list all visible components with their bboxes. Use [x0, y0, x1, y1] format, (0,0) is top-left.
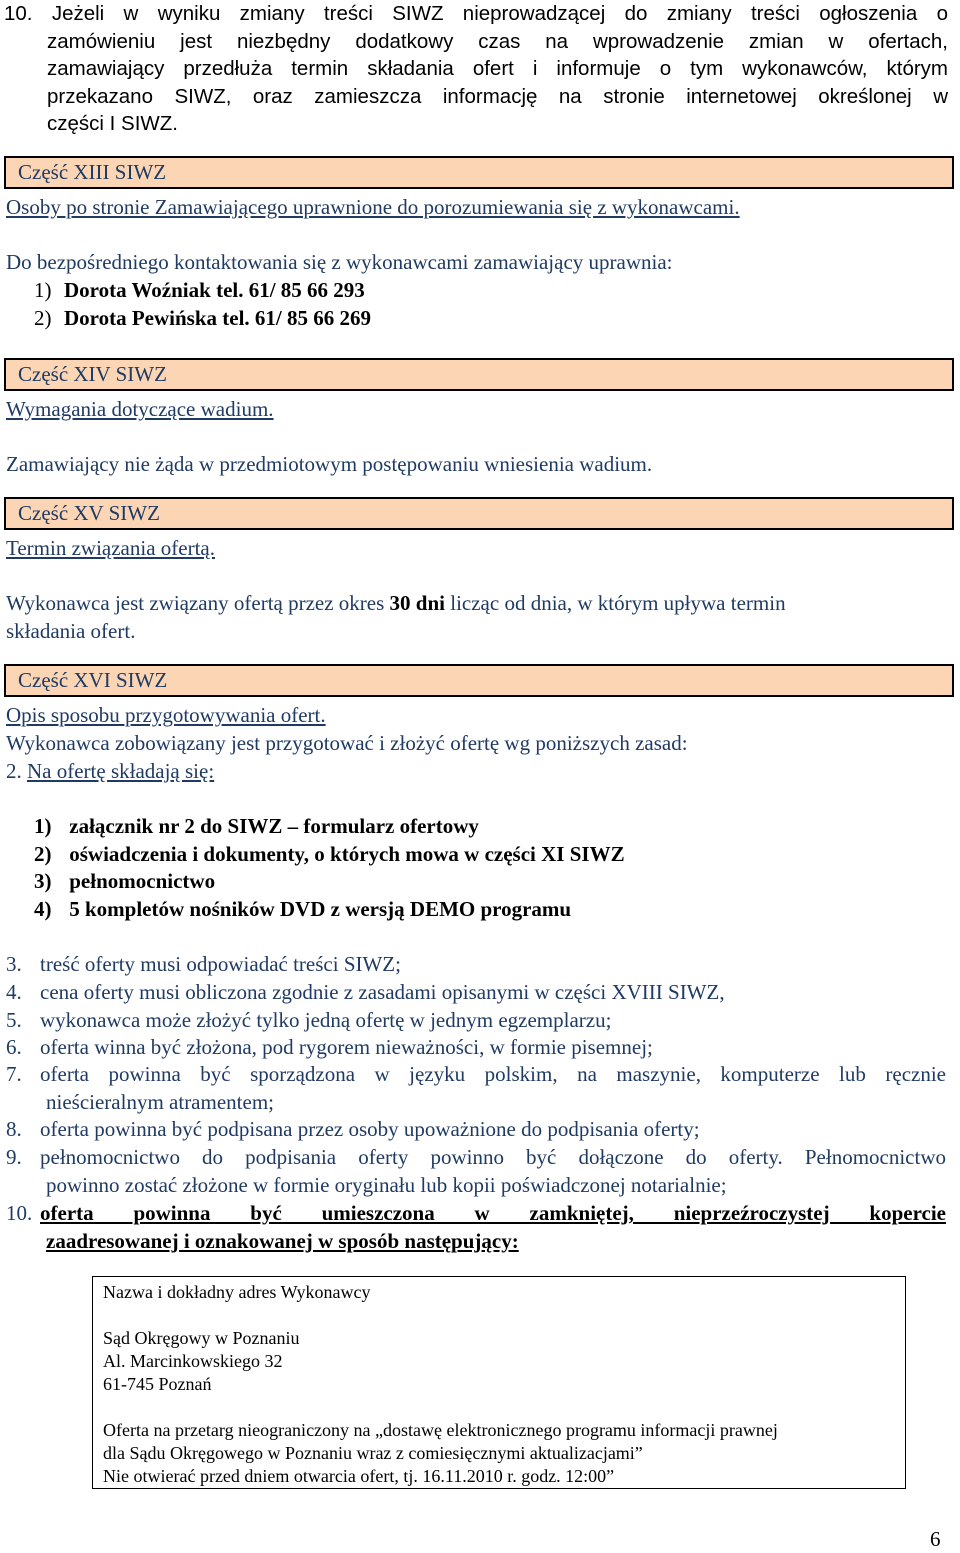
section-xvi-subtitle: Opis sposobu przygotowywania ofert.: [6, 703, 326, 727]
section-xv-text-2: składania ofert.: [6, 619, 136, 643]
point-6: 6. oferta winna być złożona, pod rygorem nieważności, w formie pisemnej;: [6, 1035, 653, 1059]
section-xvi-intro: Wykonawca zobowiązany jest przygotować i złożyć ofertę wg poniższych zasad:: [6, 731, 688, 755]
section-xiv-header: Część XIV SIWZ: [4, 358, 954, 391]
section-xv-subtitle: Termin związania ofertą.: [6, 536, 215, 560]
envelope-line-2: Sąd Okręgowy w Poznaniu: [103, 1328, 300, 1348]
section-xvi-header: Część XVI SIWZ: [4, 664, 954, 697]
section-xv-header: Część XV SIWZ: [4, 497, 954, 530]
doc-item-3: 3) pełnomocnictwo: [34, 869, 216, 893]
envelope-line-5: Oferta na przetarg nieograniczony na „dostawę elektronicznego programu informacji prawnej: [103, 1420, 778, 1440]
envelope-line-3: Al. Marcinkowskiego 32: [103, 1351, 283, 1371]
paragraph-10-line-2: zamówieniu jest niezbędny dodatkowy czas na wprowadzenie zmian w ofertach,: [47, 29, 948, 53]
envelope-line-6: dla Sądu Okręgowego w Poznaniu wraz z comiesięcznymi aktualizacjami”: [103, 1443, 643, 1463]
section-xiv-text: Zamawiający nie żąda w przedmiotowym postępowaniu wniesienia wadium.: [6, 452, 653, 476]
envelope-label-box: [92, 1276, 906, 1489]
section-xv-text: Wykonawca jest związany ofertą przez okres 30 dni licząc od dnia, w którym upływa termin: [6, 591, 786, 615]
doc-item-1: 1) załącznik nr 2 do SIWZ – formularz ofertowy: [34, 814, 479, 838]
envelope-line-7: Nie otwierać przed dniem otwarcia ofert, tj. 16.11.2010 r. godz. 12:00”: [103, 1466, 615, 1486]
contact-1: 1) Dorota Woźniak tel. 61/ 85 66 293: [34, 278, 365, 302]
section-xiii-intro: Do bezpośredniego kontaktowania się z wykonawcami zamawiający uprawnia:: [6, 250, 673, 274]
point-4: 4. cena oferty musi obliczona zgodnie z zasadami opisanymi w części XVIII SIWZ,: [6, 980, 725, 1004]
paragraph-10-line-4: przekazano SIWZ, oraz zamieszcza informację na stronie internetowej określonej w: [47, 84, 948, 108]
paragraph-10: [4, 0, 948, 138]
envelope-line-1: Nazwa i dokładny adres Wykonawcy: [103, 1282, 371, 1302]
point-3: 3. treść oferty musi odpowiadać treści SIWZ;: [6, 952, 401, 976]
envelope-line-4: 61-745 Poznań: [103, 1374, 212, 1394]
contact-2: 2) Dorota Pewińska tel. 61/ 85 66 269: [34, 306, 372, 330]
point-5: 5. wykonawca może złożyć tylko jedną ofertę w jednym egzemplarzu;: [6, 1008, 612, 1032]
paragraph-10-line-3: zamawiający przedłuża termin składania ofert i informuje o tym wykonawców, którym: [47, 57, 948, 80]
doc-item-2: 2) oświadczenia i dokumenty, o których mowa w części XI SIWZ: [34, 842, 625, 866]
doc-item-4: 4) 5 kompletów nośników DVD z wersją DEMO programu: [34, 897, 572, 921]
paragraph-10-line-1: 10. Jeżeli w wyniku zmiany treści SIWZ nieprowadzącej do zmiany treści ogłoszenia o: [4, 2, 948, 25]
point-2: 2. Na ofertę składają się:: [6, 759, 215, 783]
point-9: 9. pełnomocnictwo do podpisania oferty powinno być dołączone do oferty. Pełnomocnictwo powinno zostać złożone w formie oryginału lub kopii poświadczonej notarialnie;: [6, 1145, 946, 1197]
binding-period: 30 dni: [389, 591, 445, 615]
section-xiv-subtitle: Wymagania dotyczące wadium.: [6, 397, 274, 421]
paragraph-10-number: 10.: [4, 2, 33, 25]
section-xiii-header: Część XIII SIWZ: [4, 156, 954, 189]
point-8: 8. oferta powinna być podpisana przez osoby upoważnione do podpisania oferty;: [6, 1117, 700, 1141]
paragraph-10-line-5: części I SIWZ.: [47, 112, 178, 135]
page-number: 6: [930, 1527, 941, 1551]
point-7: 7. oferta powinna być sporządzona w języku polskim, na maszynie, komputerze lub ręcznie nieścieralnym atramentem;: [6, 1062, 946, 1114]
point-10: 10. oferta powinna być umieszczona w zamkniętej, nieprzeźroczystej kopercie zaadresowanej i oznakowanej w sposób następujący:: [6, 1201, 946, 1253]
section-xiii-subtitle: Osoby po stronie Zamawiającego uprawnione do porozumiewania się z wykonawcami.: [6, 195, 740, 219]
